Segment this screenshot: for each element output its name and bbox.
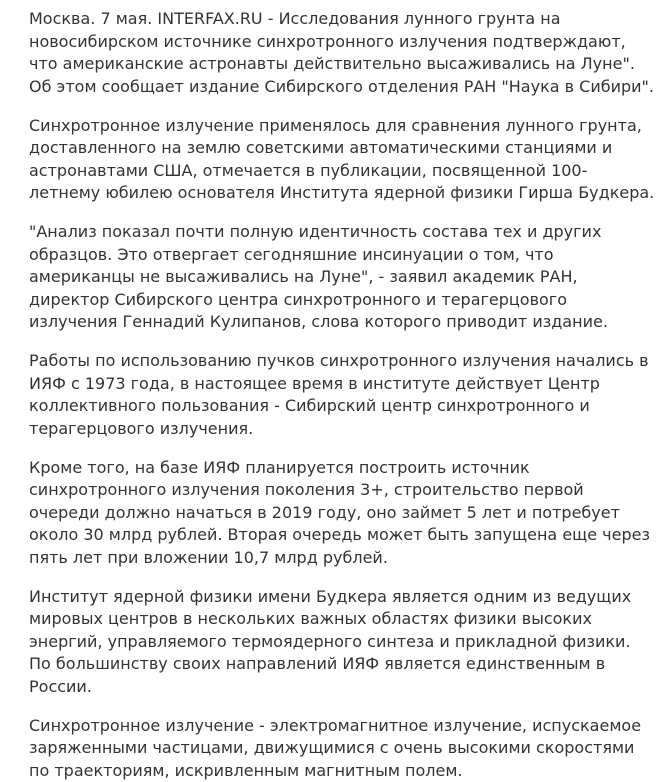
article-paragraph-quote: "Анализ показал почти полную идентичность состава тех и других образцов. Это отвергает сегодняшние инсинуации о том, что американцы не высаживались на Луне", - заявил академик РАН, директор Сибирского центра синхротронного и терагерцового излучения Геннадий Кулипанов, слова которого приводит издание.: [29, 221, 657, 334]
article-paragraph: Кроме того, на базе ИЯФ планируется построить источник синхротронного излучения поколения 3+, строительство первой очереди должно начаться в 2019 году, оно займет 5 лет и потребует около 30 млрд рублей. Вторая очередь может быть запущена еще через пять лет при вложении 10,7 млрд рублей.: [29, 457, 657, 570]
article-paragraph-lead: Москва. 7 мая. INTERFAX.RU - Исследования лунного грунта на новосибирском источнике синхротронного излучения подтверждают, что американские астронавты действительно высаживались на Луне". Об этом сообщает издание Сибирского отделения РАН "Наука в Сибири".: [29, 8, 657, 98]
article-paragraph: Институт ядерной физики имени Будкера является одним из ведущих мировых центров в нескольких важных областях физики высоких энергий, управляемого термоядерного синтеза и прикладной физики. По большинству своих направлений ИЯФ является единственным в России.: [29, 586, 657, 699]
article-paragraph: Работы по использованию пучков синхротронного излучения начались в ИЯФ с 1973 года, в настоящее время в институте действует Центр коллективного пользования - Сибирский центр синхротронного и терагерцового излучения.: [29, 350, 657, 440]
article-body: [29, 8, 657, 782]
article-paragraph: Синхротронное излучение применялось для сравнения лунного грунта, доставленного на землю советскими автоматическими станциями и астронавтами США, отмечается в публикации, посвященной 100-летнему юбилею основателя Института ядерной физики Гирша Будкера.: [29, 115, 657, 205]
article-paragraph: Синхротронное излучение - электромагнитное излучение, испускаемое заряженными частицами, движущимися с очень высокими скоростями по траекториям, искривленным магнитным полем.: [29, 715, 657, 782]
